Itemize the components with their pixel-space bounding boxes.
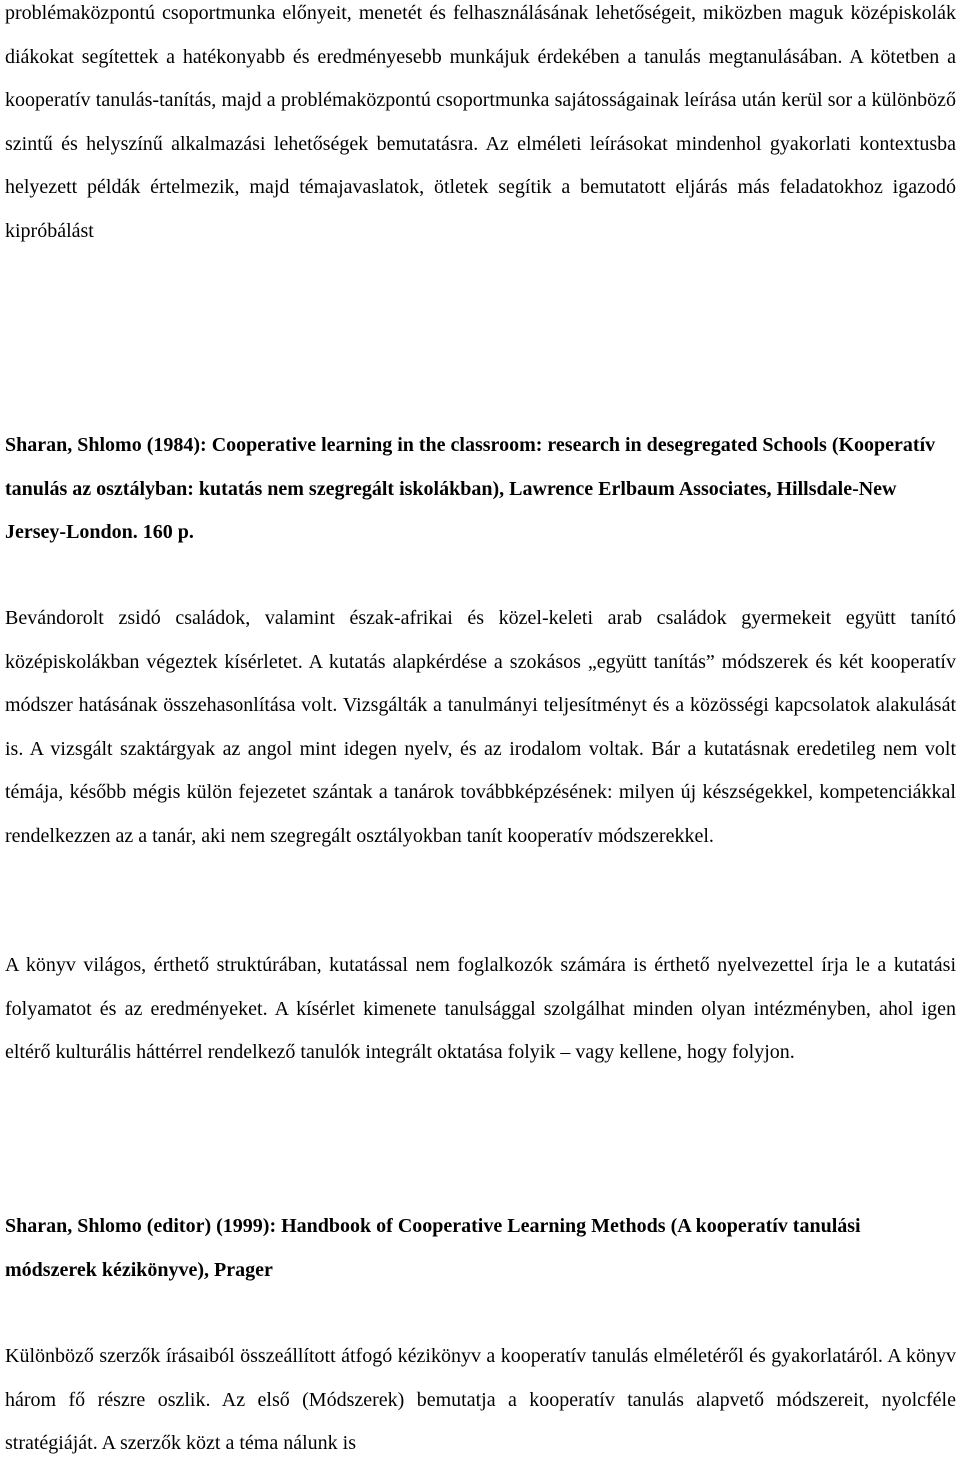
paragraph-handbook-description: Különböző szerzők írásaiból összeállított átfogó kézikönyv a kooperatív tanulás elméletéről és gyakorlatáról. A könyv három fő részre oszlik. Az első (Módszerek) bemutatja a kooperatív tanulás alapvető módszereit, nyolcféle stratégiáját. A szerzők közt a téma nálunk is — [5, 1345, 956, 1454]
reference-sharan-1999: Sharan, Shlomo (editor) (1999): Handbook of Cooperative Learning Methods (A kooperatív tanulási módszerek kézikönyve), Prager — [5, 1215, 861, 1281]
reference-sharan-1984: Sharan, Shlomo (1984): Cooperative learning in the classroom: research in desegregated Schools (Kooperatív tanulás az osztályban: kutatás nem szegregált iskolákban), Lawrence Erlbaum Associates, Hillsdale-New Jersey-London. 160 p. — [5, 434, 936, 543]
paragraph-immigrant-families-experiment: Bevándorolt zsidó családok, valamint észak-afrikai és közel-keleti arab családok gyermekeit együtt tanító középiskolákban végeztek kísérletet. A kutatás alapkérdése a szokásos „együtt tanítás” módszerek és két kooperatív módszer hatásának összehasonlítása volt. Vizsgálták a tanulmányi teljesítményt és a közösségi kapcsolatok alakulását is. A vizsgált szaktárgyak az angol mint idegen nyelv, és az irodalom voltak. Bár a kutatásnak eredetileg nem volt témája, később mégis külön fejezetet szántak a tanárok továbbképzésének: milyen új készségekkel, kompetenciákkal rendelkezzen az a tanár, aki nem szegregált osztályokban tanít kooperatív módszerekkel. — [5, 607, 956, 847]
paragraph-book-structure: A könyv világos, érthető struktúrában, kutatással nem foglalkozók számára is érthető nyelvezettel írja le a kutatási folyamatot és az eredményeket. A kísérlet kimenete tanulsággal szolgálhat minden olyan intézményben, ahol igen eltérő kulturális háttérrel rendelkező tanulók integrált oktatása folyik – vagy kellene, hogy folyjon. — [5, 954, 956, 1063]
paragraph-cooperative-problem-based: problémaközpontú csoportmunka előnyeit, menetét és felhasználásának lehetőségeit, miközben maguk középiskolák diákokat segítettek a hatékonyabb és eredményesebb munkájuk érdekében a tanulás megtanulásában. A kötetben a kooperatív tanulás-tanítás, majd a problémaközpontú csoportmunka sajátosságainak leírása után kerül sor a különböző szintű és helyszínű alkalmazási lehetőségek bemutatásra. Az elméleti leírásokat mindenhol gyakorlati kontextusba helyezett példák értelmezik, majd témajavaslatok, ötletek segítik a bemutatott eljárás más feladatokhoz igazodó kipróbálást — [5, 2, 956, 242]
